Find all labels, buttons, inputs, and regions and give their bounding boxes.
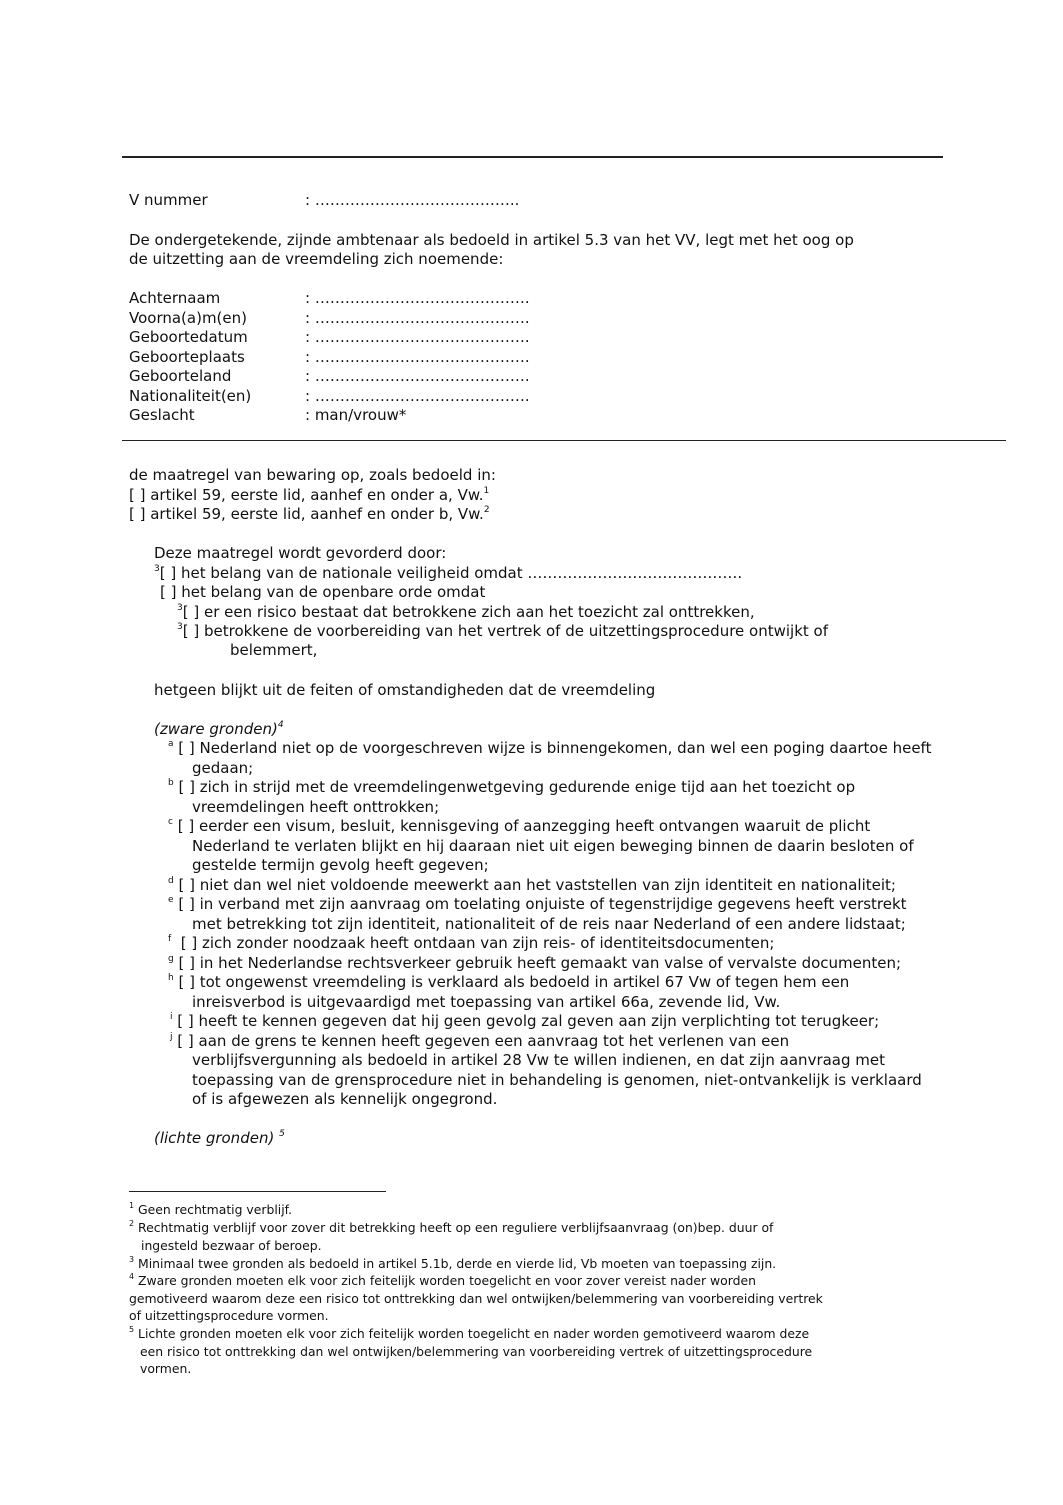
footnote-5: [129, 1326, 809, 1342]
footnote-text: Rechtmatig verblijf voor zover dit betrekking heeft op een reguliere verblijfsaanvraag (on)bep. duur of: [138, 1220, 774, 1235]
vnummer-value[interactable]: : …………………………………..: [305, 191, 520, 209]
top-rule: [122, 156, 943, 158]
required-item-obstruct[interactable]: [177, 622, 828, 641]
ground-text: [ ] zich in strijd met de vreemdelingenwetgeving gedurende enige tijd aan het toezicht op: [178, 778, 856, 796]
ground-letter: h: [168, 973, 174, 983]
field-value-nationaliteit[interactable]: : …………………………………….: [305, 387, 530, 405]
field-label-voornamen: Voorna(a)m(en): [129, 309, 248, 327]
ground-e-cont: met betrekking tot zijn identiteit, nationaliteit of de reis naar Nederland of een andere lidstaat;: [192, 915, 906, 933]
ground-text: [ ] aan de grens te kennen heeft gegeven een aanvraag tot het verlenen van een: [177, 1032, 790, 1050]
ground-g[interactable]: [168, 954, 901, 973]
ground-j[interactable]: [170, 1032, 789, 1051]
ground-j-cont-1: verblijfsvergunning als bedoeld in artikel 28 Vw te willen indienen, en dat zijn aanvraag met: [192, 1051, 886, 1069]
measure-option-a-text: [ ] artikel 59, eerste lid, aanhef en onder a, Vw.: [129, 486, 484, 504]
field-label-achternaam: Achternaam: [129, 289, 221, 307]
ground-letter: j: [170, 1032, 173, 1042]
footnote-number: 4: [129, 1271, 135, 1281]
ground-text: [ ] niet dan wel niet voldoende meewerkt aan het vaststellen van zijn identiteit en nationaliteit;: [178, 876, 896, 894]
light-heading: [154, 1129, 285, 1148]
measure-option-b[interactable]: [129, 505, 490, 524]
footnote-2: [129, 1220, 773, 1236]
footnote-ref: 1: [483, 486, 490, 496]
measure-option-a[interactable]: [129, 486, 489, 505]
footnote-2-cont: ingesteld bezwaar of beroep.: [141, 1238, 322, 1253]
required-intro: Deze maatregel wordt gevorderd door:: [154, 544, 447, 562]
ground-letter: i: [170, 1012, 173, 1022]
field-value-geboorteplaats[interactable]: : …………………………………….: [305, 348, 530, 366]
ground-a-cont: gedaan;: [192, 759, 254, 777]
footnote-ref: 3: [177, 603, 183, 613]
footnote-ref: 3: [177, 622, 183, 632]
field-value-geslacht[interactable]: : man/vrouw*: [305, 406, 407, 424]
required-item-text: [ ] het belang van de nationale veiligheid omdat …………………………………….: [159, 564, 743, 582]
heavy-heading: [154, 720, 284, 739]
ground-a[interactable]: [168, 739, 931, 758]
footnote-5-cont-1: een risico tot onttrekking dan wel ontwijken/belemmering van voorbereiding vertrek of uitzettingsprocedure: [140, 1344, 813, 1359]
required-item-risk[interactable]: [177, 603, 755, 622]
measure-intro: de maatregel van bewaring op, zoals bedoeld in:: [129, 466, 496, 484]
field-label-geslacht: Geslacht: [129, 406, 195, 424]
required-item-national-security[interactable]: [154, 564, 742, 583]
ground-c-cont-2: gestelde termijn gevolg heeft gegeven;: [192, 856, 489, 874]
ground-letter: e: [168, 895, 174, 905]
ground-b-cont: vreemdelingen heeft onttrokken;: [192, 798, 440, 816]
ground-letter: f: [168, 934, 172, 944]
ground-d[interactable]: [168, 876, 896, 895]
ground-b[interactable]: [168, 778, 855, 797]
footnote-number: 5: [129, 1324, 135, 1334]
ground-text: [ ] heeft te kennen gegeven dat hij geen gevolg zal geven aan zijn verplichting tot terugkeer;: [177, 1012, 880, 1030]
field-label-geboorteland: Geboorteland: [129, 367, 232, 385]
footnote-ref: 4: [277, 720, 284, 730]
footnote-number: 1: [129, 1200, 135, 1210]
ground-text: [ ] zich zonder noodzaak heeft ontdaan van zijn reis- of identiteitsdocumenten;: [171, 934, 775, 952]
vnummer-label: V nummer: [129, 191, 208, 209]
ground-text: [ ] in het Nederlandse rechtsverkeer gebruik heeft gemaakt van valse of vervalste documenten;: [178, 954, 902, 972]
facts-line: hetgeen blijkt uit de feiten of omstandigheden dat de vreemdeling: [154, 681, 656, 699]
ground-f[interactable]: [168, 934, 774, 953]
ground-h-cont: inreisverbod is uitgevaardigd met toepassing van artikel 66a, zevende lid, Vw.: [192, 993, 781, 1011]
footnote-ref: 3: [154, 564, 160, 574]
footnote-number: 2: [129, 1218, 135, 1228]
heavy-heading-text: (zware gronden): [154, 720, 278, 738]
intro-line-2: de uitzetting aan de vreemdeling zich noemende:: [129, 250, 504, 268]
footnote-1: [129, 1202, 292, 1218]
intro-line-1: De ondergetekende, zijnde ambtenaar als bedoeld in artikel 5.3 van het VV, legt met het oog op: [129, 231, 854, 249]
ground-letter: a: [168, 739, 174, 749]
ground-e[interactable]: [168, 895, 907, 914]
required-item-text: [ ] betrokkene de voorbereiding van het vertrek of de uitzettingsprocedure ontwijkt of: [182, 622, 828, 640]
required-item-obstruct-cont: belemmert,: [230, 641, 318, 659]
field-label-nationaliteit: Nationaliteit(en): [129, 387, 252, 405]
ground-letter: d: [168, 876, 174, 886]
light-heading-text: (lichte gronden): [154, 1129, 275, 1147]
field-value-geboorteland[interactable]: : …………………………………….: [305, 367, 530, 385]
footnote-4-cont-2: of uitzettingsprocedure vormen.: [129, 1308, 329, 1323]
ground-i[interactable]: [170, 1012, 879, 1031]
ground-letter: g: [168, 954, 174, 964]
ground-text: [ ] in verband met zijn aanvraag om toelating onjuiste of tegenstrijdige gegevens heeft verstrekt: [178, 895, 907, 913]
measure-option-b-text: [ ] artikel 59, eerste lid, aanhef en onder b, Vw.: [129, 505, 484, 523]
field-value-voornamen[interactable]: : …………………………………….: [305, 309, 530, 327]
field-value-geboortedatum[interactable]: : …………………………………….: [305, 328, 530, 346]
footnote-separator: [129, 1191, 386, 1192]
footnote-4: [129, 1273, 756, 1289]
field-label-geboorteplaats: Geboorteplaats: [129, 348, 245, 366]
ground-text: [ ] Nederland niet op de voorgeschreven wijze is binnengekomen, dan wel een poging daartoe heeft: [178, 739, 932, 757]
ground-c[interactable]: [168, 817, 870, 836]
footnote-text: Geen rechtmatig verblijf.: [138, 1202, 293, 1217]
footnote-text: Lichte gronden moeten elk voor zich feitelijk worden toegelicht en nader worden gemotiveerd waarom deze: [138, 1326, 810, 1341]
ground-h[interactable]: [168, 973, 849, 992]
footnote-ref: 5: [279, 1129, 285, 1139]
required-item-text: [ ] het belang van de openbare orde omdat: [160, 583, 486, 601]
ground-j-cont-2: toepassing van de grensprocedure niet in behandeling is genomen, niet-ontvankelijk is verklaard: [192, 1071, 922, 1089]
ground-c-cont-1: Nederland te verlaten blijkt en hij daaraan niet uit eigen beweging binnen de daarin besloten of: [192, 837, 914, 855]
footnote-ref: 2: [483, 505, 490, 515]
footnote-4-cont-1: gemotiveerd waarom deze een risico tot onttrekking dan wel ontwijken/belemmering van voorbereiding vertrek: [129, 1291, 823, 1306]
field-label-geboortedatum: Geboortedatum: [129, 328, 248, 346]
section-rule: [122, 440, 1006, 441]
ground-j-cont-3: of is afgewezen als kennelijk ongegrond.: [192, 1090, 498, 1108]
footnote-text: Zware gronden moeten elk voor zich feitelijk worden toegelicht en voor zover vereist nader worden: [138, 1273, 756, 1288]
footnote-5-cont-2: vormen.: [140, 1361, 192, 1376]
ground-letter: b: [168, 778, 174, 788]
ground-letter: c: [168, 817, 173, 827]
footnote-3: [129, 1256, 776, 1272]
ground-text: [ ] tot ongewenst vreemdeling is verklaard als bedoeld in artikel 67 Vw of tegen hem een: [178, 973, 850, 991]
required-item-public-order[interactable]: [160, 583, 485, 602]
field-value-achternaam[interactable]: : …………………………………….: [305, 289, 530, 307]
ground-text: [ ] eerder een visum, besluit, kennisgeving of aanzegging heeft ontvangen waaruit de plicht: [177, 817, 871, 835]
footnote-number: 3: [129, 1254, 135, 1264]
required-item-text: [ ] er een risico bestaat dat betrokkene zich aan het toezicht zal onttrekken,: [182, 603, 755, 621]
footnote-text: Minimaal twee gronden als bedoeld in artikel 5.1b, derde en vierde lid, Vb moeten van toepassing zijn.: [138, 1256, 777, 1271]
